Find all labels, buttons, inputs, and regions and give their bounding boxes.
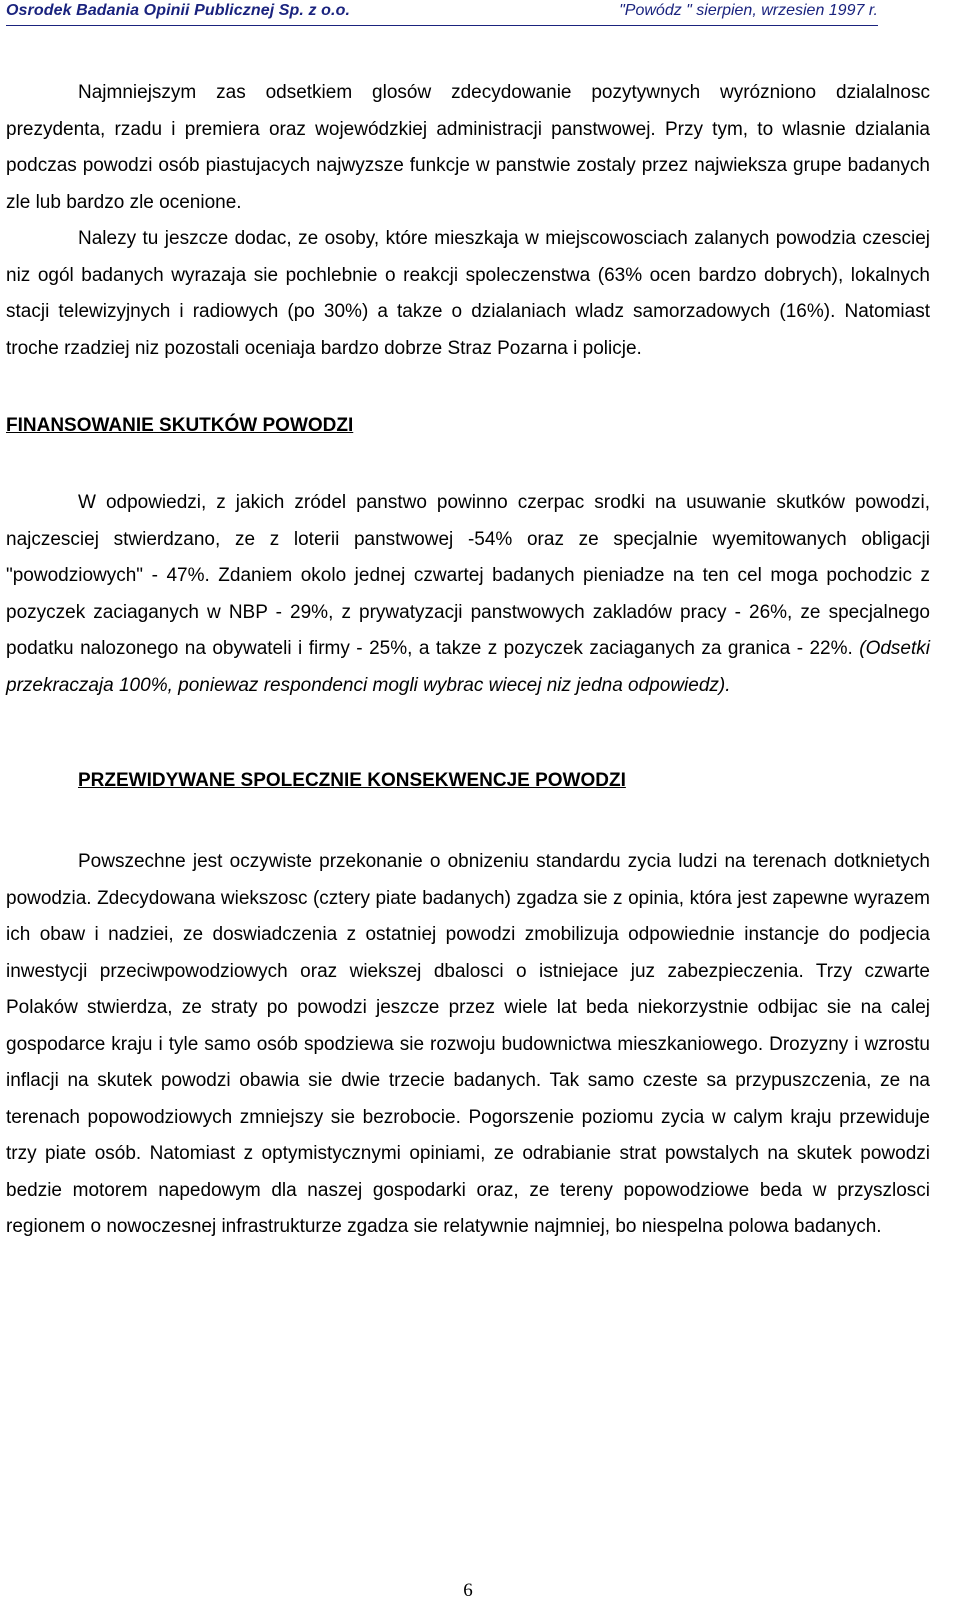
- paragraph-flooded-areas: Nalezy tu jeszcze dodac, ze osoby, które mieszkaja w miejscowosciach zalanych powodzia czesciej niz ogól badanych wyrazaja sie pochlebnie o reakcji spoleczenstwa (63% ocen bardzo dobrych), lokalnych stacji telewizyjnych i radiowych (po 30%) a takze o dzialaniach wladz samorzadowych (16%). Natomiast troche rzadziej niz pozostali oceniaja bardzo dobrze Straz Pozarna i policje.: [6, 228, 930, 359]
- header-organization: Osrodek Badania Opinii Publicznej Sp. z o.o.: [6, 2, 351, 19]
- financing-note: (Odsetki przekraczaja 100%, poniewaz respondenci mogli wybrac wiecej niz jedna odpowiedz).: [6, 638, 930, 696]
- document-body: [6, 75, 930, 1246]
- page-header: [6, 0, 878, 26]
- paragraph-consequences: Powszechne jest oczywiste przekonanie o obnizeniu standardu zycia ludzi na terenach dotknietych powodzia. Zdecydowana wiekszosc (cztery piate badanych) zgadza sie z opinia, która jest zapewne wyrazem ich obaw i nadziei, ze doswiadczenia z ostatniej powodzi zmobilizuja odpowiednie instancje do podjecia inwestycji przeciwpowodziowych oraz wiekszej dbalosci o istniejace juz zabezpieczenia. Trzy czwarte Polaków stwierdza, ze straty po powodzi jeszcze przez wiele lat beda niekorzystnie odbijac sie na calej gospodarce kraju i tyle samo osób spodziewa sie rozwoju budownictwa mieszkaniowego. Drozyzny i wzrostu inflacji na skutek powodzi obawia sie dwie trzecie badanych. Tak samo czeste sa przypuszczenia, ze na terenach popowodziowych zmniejszy sie bezrobocie. Pogorszenie poziomu zycia w calym kraju przewiduje trzy piate osób. Natomiast z optymistycznymi opiniami, ze odrabianie strat powstalych na skutek powodzi bedzie motorem napedowym dla naszej gospodarki oraz, ze tereny popowodziowe beda w przyszlosci regionem o nowoczesnej infrastrukturze zgadza sie relatywnie najmniej, bo niespelna polowa badanych.: [6, 851, 930, 1237]
- section-heading-financing: FINANSOWANIE SKUTKÓW POWODZI: [6, 415, 354, 436]
- header-report-title: "Powódz " sierpien, wrzesien 1997 r.: [619, 2, 878, 19]
- financing-text: W odpowiedzi, z jakich zródel panstwo powinno czerpac srodki na usuwanie skutków powodzi, najczesciej stwierdzano, ze z loterii panstwowej -54% oraz ze specjalnie wyemitowanych obligacji "powodziowych" - 47%. Zdaniem okolo jednej czwartej badanych pieniadze na ten cel moga pochodzic z pozyczek zaciaganych w NBP - 29%, z prywatyzacji panstwowych zakladów pracy - 26%, ze specjalnego podatku nalozonego na obywateli i firmy - 25%, a takze z pozyczek zaciaganych za granica - 22%.: [6, 492, 930, 659]
- page-number: 6: [463, 1580, 473, 1601]
- section-heading-consequences: PRZEWIDYWANE SPOLECZNIE KONSEKWENCJE POWODZI: [78, 770, 626, 791]
- paragraph-leaders-evaluation: Najmniejszym zas odsetkiem glosów zdecydowanie pozytywnych wyrózniono dzialalnosc prezydenta, rzadu i premiera oraz wojewódzkiej administracji panstwowej. Przy tym, to wlasnie dzialania podczas powodzi osób piastujacych najwyzsze funkcje w panstwie zostaly przez najwieksza grupe badanych zle lub bardzo zle ocenione.: [6, 82, 930, 213]
- paragraph-financing: [6, 485, 930, 704]
